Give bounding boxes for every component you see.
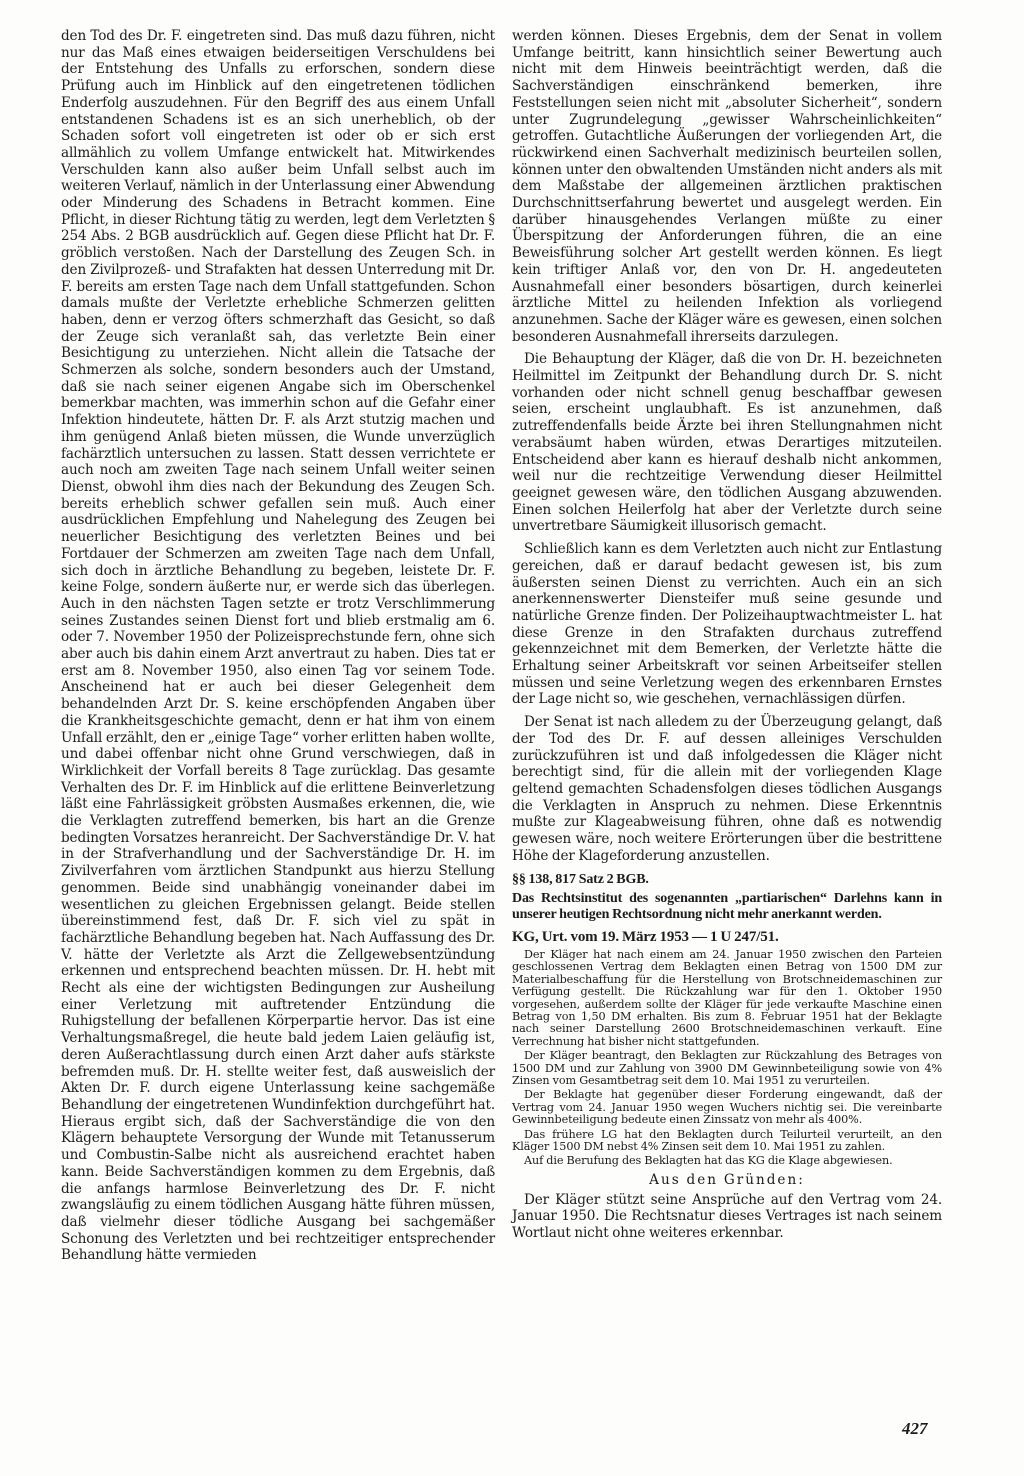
left-column bbox=[61, 28, 495, 1264]
body-paragraph: Die Behauptung der Kläger, daß die von Dr. H. bezeichneten Heilmittel im Zeitpunkt der Behandlung durch Dr. S. nicht vorhanden oder nicht schnell genug beschaffbar gewesen seien, erscheint unglaubhaft. Es ist anzunehmen, daß zutreffendenfalls beide Ärzte bei ihren Stellungnahmen nicht verabsäumt haben würden, etwas Derartiges mitzuteilen. Entscheidend aber kann es hierauf deshalb nicht ankommen, weil nur die rechtzeitige Verwendung dieser Heilmittel geeignet gewesen wäre, den tödlichen Ausgang abzuwenden. Einen solchen Heilerfolg hat aber der Verletzte durch seine unvertretbare Säumigkeit illusorisch gemacht. bbox=[512, 351, 942, 535]
facts-paragraph: Auf die Berufung des Beklagten hat das KG die Klage abgewiesen. bbox=[524, 1154, 893, 1168]
page-number: 427 bbox=[902, 1419, 928, 1438]
body-paragraph: Der Kläger stützt seine Ansprüche auf den Vertrag vom 24. Januar 1950. Die Rechtsnatur dieses Vertrages ist nach seinem Wortlaut nicht ohne weiteres erkennbar. bbox=[512, 1191, 942, 1241]
body-paragraph: werden können. Dieses Ergebnis, dem der Senat in vollem Umfange beitritt, kann hinsichtlich seiner Bewertung auch nicht mit dem Hinweis beeinträchtigt werden, daß die Sachverständigen einschränkend bemerken, ihre Feststellungen seien nicht mit „absoluter Sicherheit“, sondern unter Zugrundelegung „gewisser Wahrscheinlichkeiten“ getroffen. Gutachtliche Äußerungen der vorliegenden Art, die rückwirkend einen Sachverhalt medizinisch beurteilen sollen, können unter den obwaltenden Umständen nicht anders als mit dem Maßstabe der allgemeinen ärztlichen praktischen Durchschnittserfahrung bewertet und ausgelegt werden. Ein darüber hinausgehendes Verlangen müßte zu einer Überspitzung der Anforderungen führen, die an eine Beweisführung solcher Art gestellt werden können. Es liegt kein triftiger Anlaß vor, den von Dr. H. angedeuteten Ausnahmefall einer besonders bösartigen, durch keinerlei ärztliche Mittel zu heilenden Infektion als vorliegend anzunehmen. Sache der Kläger wäre es gewesen, einen solchen besonderen Ausnahmefall ihrerseits darzulegen. bbox=[512, 28, 942, 345]
facts-paragraph: Das frühere LG hat den Beklagten durch Teilurteil verurteilt, an den Kläger 1500 DM nebst 4% Zinsen seit dem 10. Mai 1951 zu zahlen. bbox=[512, 1127, 942, 1154]
body-paragraph: Schließlich kann es dem Verletzten auch nicht zur Entlastung gereichen, daß er darauf bedacht gewesen ist, bis zum äußersten seinen Dienst zu verrichten. Auch ein an sich anerkennenswerter Diensteifer muß seine gesunde und natürliche Grenze finden. Der Polizeihauptwachtmeister L. hat diese Grenze in den Strafakten durchaus zutreffend gekennzeichnet mit dem Bemerken, der Verletzte hätte die Erhaltung seiner Arbeitskraft vor seinen Arbeitseifer stellen müssen und seine Verletzung wegen des erkennbaren Ernstes der Lage nicht so, wie geschehen, vernachlässigen dürfen. bbox=[512, 541, 942, 708]
section-heading: §§ 138, 817 Satz 2 BGB. bbox=[512, 872, 649, 888]
body-paragraph: Der Senat ist nach alledem zu der Überzeugung gelangt, daß der Tod des Dr. F. auf dessen alleiniges Verschulden zurückzuführen ist und daß infolgedessen die Kläger nicht berechtigt sind, für die allein mit der vorliegenden Klage geltend gemachten Schadensfolgen dieses tödlichen Ausgangs die Verklagten in Anspruch zu nehmen. Diese Erkenntnis mußte zur Klageabweisung führen, ohne daß es notwendig gewesen wäre, noch weitere Erörterungen über die bestrittene Höhe der Klageforderung anzustellen. bbox=[512, 714, 942, 864]
facts-paragraph: Der Kläger hat nach einem am 24. Januar 1950 zwischen den Parteien geschlossenen Vertrag dem Beklagten einen Betrag von 1500 DM zur Materialbeschaffung für die Herstellung von Brotschneidemaschinen zur Verfügung gestellt. Die Rückzahlung war für den 1. Oktober 1950 vorgesehen, außerdem sollte der Kläger für jede verkaufte Maschine einen Betrag von 1,50 DM erhalten. Bis zum 8. Februar 1951 hat der Beklagte nach seiner Darstellung 2600 Brotschneidemaschinen verkauft. Eine Verrechnung hat bisher nicht stattgefunden. bbox=[512, 947, 942, 1048]
facts-paragraph: Der Kläger beantragt, den Beklagten zur Rückzahlung des Betrages von 1500 DM und zur Zahlung von 3900 DM Gewinnbeteiligung sowie von 4% Zinsen vom Gesamtbetrag seit dem 10. Mai 1951 zu verurteilen. bbox=[512, 1049, 942, 1088]
right-column bbox=[512, 28, 942, 1242]
body-paragraph: den Tod des Dr. F. eingetreten sind. Das muß dazu führen, nicht nur das Maß eines etwaigen beiderseitigen Verschuldens bei der Entstehung des Unfalls zu erforschen, sondern diese Prüfung auch im Hinblick auf den eingetretenen tödlichen Enderfolg auszudehnen. Für den Begriff des aus einem Unfall entstandenen Schadens ist es an sich unerheblich, ob der Schaden sofort voll eingetreten ist oder ob er sich erst allmählich zu vollem Umfange entwickelt hat. Mitwirkendes Verschulden kann also außer beim Unfall selbst auch im weiteren Verlauf, nämlich in der Unterlassung einer Abwendung oder Minderung des Schadens in Betracht kommen. Eine Pflicht, in dieser Richtung tätig zu werden, legt dem Verletzten § 254 Abs. 2 BGB ausdrücklich auf. Gegen diese Pflicht hat Dr. F. gröblich verstoßen. Nach der Darstellung des Zeugen Sch. in den Zivilprozeß- und Strafakten hat dessen Unterredung mit Dr. F. bereits am ersten Tage nach dem Unfall stattgefunden. Schon damals mußte der Verletzte erhebliche Schmerzen gelitten haben, denn er verzog öfters schmerzhaft das Gesicht, so daß der Zeuge sich veranlaßt sah, das verletzte Bein einer Besichtigung zu unterziehen. Nicht allein die Tatsache der Schmerzen als solche, sondern besonders auch der Umstand, daß sie nach seiner eigenen Angabe sich im Oberschenkel bemerkbar machten, was immerhin schon auf die Gefahr einer Infektion hindeutete, hätten Dr. F. als Arzt stutzig machen und ihm genügend Anlaß bieten müssen, die Wunde unverzüglich fachärztlich untersuchen zu lassen. Statt dessen verrichtete er auch noch am zweiten Tage nach seinem Unfall weiter seinen Dienst, obwohl ihm dies nach der Bekundung des Zeugen Sch. bereits erheblich schwer gefallen sein muß. Auch einer ausdrücklichen Empfehlung und Nahelegung des Zeugen bei neuerlicher Besichtigung des verletzten Beines und bei Fortdauer der Schmerzen am zweiten Tage nach dem Unfall, sich doch in ärztliche Behandlung zu begeben, leistete Dr. F. keine Folge, sondern äußerte nur, er werde sich das überlegen. Auch in den nächsten Tagen setzte er trotz Verschlimmerung seines Zustandes seinen Dienst fort und blieb erstmalig am 6. oder 7. November 1950 der Polizeisprechstunde fern, ohne sich aber auch bis dahin einem Arzt anvertraut zu haben. Dies tat er erst am 8. November 1950, also einen Tag vor seinem Tode. Anscheinend hat er auch bei dieser Gelegenheit dem behandelnden Arzt Dr. S. keine erschöpfenden Angaben über die Krankheitsgeschichte gemacht, denn er hat ihm von einem Unfall erzählt, den er „einige Tage“ vorher erlitten haben wollte, und dabei offenbar nicht ohne Grund verschwiegen, daß in Wirklichkeit der Vorfall bereits 8 Tage zurücklag. Das gesamte Verhalten des Dr. F. im Hinblick auf die erlittene Beinverletzung läßt eine Fahrlässigkeit gröbsten Ausmaßes erkennen, die, wie die Verklagten zutreffend bemerken, bis hart an die Grenze bedingten Vorsatzes heranreicht. Der Sachverständige Dr. V. hat in der Strafverhandlung und der Sachverständige Dr. H. im Zivilverfahren vom ärztlichen Standpunkt aus hierzu Stellung genommen. Beide sind unabhängig voneinander dabei im wesentlichen zu gleichen Ergebnissen gelangt. Beide stellen übereinstimmend fest, daß Dr. F. sich viel zu spät in fachärztliche Behandlung begeben hat. Nach Auffassung des Dr. V. hätte der Verletzte als Arzt die Zellgewebsentzündung erkennen und entsprechend beachten müssen. Dr. H. hebt mit Recht als eine der wichtigsten Bedingungen zur Ausheilung einer Verletzung mit auftretender Entzündung die Ruhigstellung der befallenen Körperpartie hervor. Das ist eine Verhaltungsmaßregel, die heute bald jedem Laien geläufig ist, deren Außerachtlassung durch einen Arzt daher aufs stärkste befremden muß. Dr. H. stellte weiter fest, daß ausweislich der Akten Dr. F. durch eigene Unterlassung keine sachgemäße Behandlung der eingetretenen Wundinfektion durchgeführt hat. Hieraus ergibt sich, daß der Sachverständige die von den Klägern behauptete Versorgung der Wunde mit Tetanusserum und Combustin-Salbe nicht als ausreichend erachtet haben kann. Beide Sachverständigen kommen zu dem Ergebnis, daß die anfangs harmlose Beinverletzung des Dr. F. nicht zwangsläufig zu einem tödlichen Ausgang hätte führen müssen, daß vielmehr dieser tödliche Ausgang bei sachgemäßer Schonung des Verletzten und bei rechtzeitiger entsprechender Behandlung hätte vermieden bbox=[61, 28, 495, 1264]
headnote: Das Rechtsinstitut des sogenannten „partiarischen“ Darlehns kann in unserer heutigen Rechtsordnung nicht mehr anerkannt werden. bbox=[512, 890, 942, 923]
case-reference: KG, Urt. vom 19. März 1953 — 1 U 247/51. bbox=[512, 928, 779, 945]
grounds-title: Aus den Gründen: bbox=[649, 1171, 805, 1188]
facts-paragraph: Der Beklagte hat gegenüber dieser Forderung eingewandt, daß der Vertrag vom 24. Januar 1950 wegen Wuchers nichtig sei. Die vereinbarte Gewinnbeteiligung bedeute einen Zinssatz von mehr als 400%. bbox=[512, 1088, 942, 1127]
